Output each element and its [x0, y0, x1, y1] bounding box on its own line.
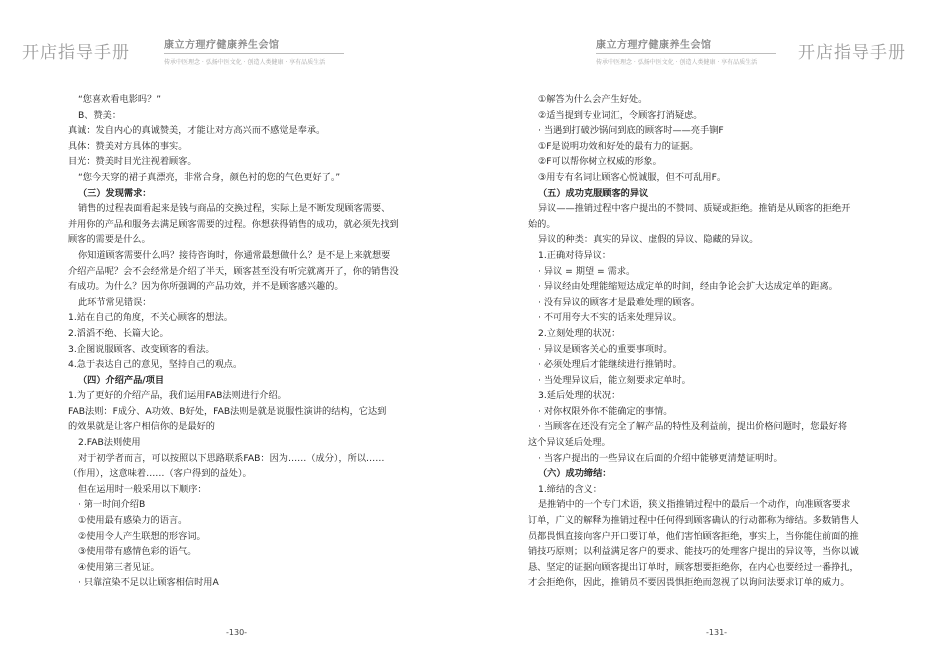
brand-slogan: 传承中医理念 · 弘扬中医文化 · 创造人类健康 · 享有品质生活: [164, 59, 326, 66]
text-line: 恳、坚定的证据向顾客提出订单时，顾客想要拒绝你，在内心也要经过一番挣扎，: [528, 561, 859, 573]
left-header: [22, 36, 462, 66]
text-line: 这个异议延后处理。: [528, 437, 611, 449]
text-line: ①F是说明功效和好处的最有力的证据。: [538, 140, 699, 152]
right-page: [476, 0, 952, 669]
text-line: 4.急于表达自己的意见，坚持自己的观点。: [68, 359, 243, 371]
text-line: FAB法则：F成分、A功效、B好处，FAB法则是就是说服性演讲的结构，它达到: [68, 405, 387, 417]
text-line: 此环节常见错误：: [78, 296, 152, 308]
text-line: “您喜欢看电影吗？”: [78, 94, 162, 105]
section-heading: （六）成功缔结：: [538, 468, 612, 480]
text-line: 介绍产品呢？会不会经常是介绍了半天，顾客甚至没有听完就离开了，你的销售没: [68, 265, 399, 277]
right-page-body: [528, 92, 898, 591]
text-line: 有成功。为什么？因为你所强调的产品功效，并不是顾客感兴趣的。: [68, 281, 344, 293]
text-line: 销售的过程表面看起来是钱与商品的交换过程，实际上是不断发现顾客需要、: [78, 203, 391, 215]
text-line: · 没有异议的顾客才是最难处理的顾客。: [538, 296, 701, 308]
section-heading: （五）成功克服顾客的异议: [538, 187, 649, 199]
text-line: 2.立刻处理的状况：: [538, 327, 621, 339]
text-line: 对于初学者而言，可以按照以下思路联系FAB：因为……（成分），所以……: [78, 452, 385, 464]
text-line: 真诚：发自内心的真诚赞美，才能让对方高兴而不感觉是奉承。: [68, 125, 326, 137]
text-line: · 当客户提出的一些异议在后面的介绍中能够更清楚证明时。: [538, 452, 783, 464]
text-line: · 异议是顾客关心的重要事项时。: [538, 343, 673, 355]
text-line: 你知道顾客需要什么吗？接待咨询时，你通常最想做什么？是不是上来就想要: [78, 249, 391, 261]
text-line: “您今天穿的裙子真漂亮，非常合身，颜色衬的您的气色更好了。”: [78, 171, 341, 183]
text-line: 3.延后处理的状况：: [538, 390, 621, 402]
text-line: 异议——推销过程中客户提出的不赞同、质疑或拒绝。推销是从顾客的拒绝开: [538, 203, 851, 215]
brand-block: [164, 36, 344, 66]
text-line: 目光：赞美时目光注视着顾客。: [68, 156, 197, 168]
text-line: ①解答为什么会产生好处。: [538, 94, 648, 105]
text-line: 2.滔滔不绝、长篇大论。: [68, 327, 169, 339]
brand-divider: [596, 53, 776, 54]
text-line: ①使用最有感染力的语言。: [78, 515, 188, 527]
text-line: B、赞美：: [78, 109, 122, 121]
text-line: 1.为了更好的介绍产品，我们运用FAB法则进行介绍。: [68, 390, 287, 402]
section-heading: （三）发现需求：: [78, 187, 152, 199]
text-line: ②使用令人产生联想的形容词。: [78, 530, 206, 542]
brand-block: [596, 36, 776, 66]
section-heading: （四）介绍产品/项目: [78, 374, 165, 386]
text-line: · 当顾客在还没有完全了解产品的特性及利益前，提出价格问题时，您最好将: [538, 421, 848, 433]
brand-name: 康立方理疗健康养生会馆: [596, 40, 712, 51]
page-number: -131-: [706, 628, 728, 637]
text-line: · 当处理异议后，能立刻要求定单时。: [538, 374, 691, 386]
text-line: 1.缔结的含义：: [538, 483, 602, 495]
text-line: · 异议经由处理能缩短达成定单的时间，经由争论会扩大达成定单的距离。: [538, 281, 838, 293]
text-line: 销技巧原则；以利益满足客户的要求、能技巧的处理客户提出的异议等，当你以诚: [528, 546, 859, 558]
text-line: 顾客的需要是什么。: [68, 234, 151, 246]
brand-divider: [164, 53, 344, 54]
text-line: · 异议 = 期望 = 需求。: [538, 265, 636, 277]
text-line: · 只靠渲染不足以让顾客相信时用A: [78, 577, 219, 589]
text-line: 始的。: [528, 218, 556, 230]
page-number: -130-: [226, 628, 248, 637]
text-line: · 当遇到打破沙锅问到底的顾客时——亮手锏F: [538, 125, 724, 137]
text-line: 员都畏惧直接向客户开口要订单，他们害怕顾客拒绝，事实上，当你能住前面的推: [528, 530, 859, 542]
text-line: · 第一时间介绍B: [78, 499, 146, 511]
text-line: 订单，广义的解释为推销过程中任何得到顾客确认的行动都称为缔结。多数销售人: [528, 515, 859, 527]
text-line: 并用你的产品和服务去满足顾客需要的过程。你想获得销售的成功，就必须先找到: [68, 218, 399, 230]
text-line: 2.FAB法则使用: [78, 437, 141, 449]
text-line: 异议的种类：真实的异议、虚假的异议、隐藏的异议。: [538, 234, 759, 246]
manual-title: 开店指导手册: [22, 43, 130, 63]
text-line: ③用专有名词让顾客心悦诚服，但不可乱用F。: [538, 171, 727, 183]
text-line: 才会拒绝你，因此，推销员不要因畏惧拒绝而忽视了以询问法要求订单的威力。: [528, 577, 850, 589]
text-line: 1.站在自己的角度，不关心顾客的想法。: [68, 312, 233, 324]
right-header: [596, 36, 936, 66]
left-page-body: [68, 92, 398, 591]
text-line: 1.正确对待异议：: [538, 249, 612, 261]
brand-slogan: 传承中医理念 · 弘扬中医文化 · 创造人类健康 · 享有品质生活: [596, 59, 758, 66]
text-line: · 对你权限外你不能确定的事情。: [538, 405, 673, 417]
text-line: 是推销中的一个专门术语，狭义指推销过程中的最后一个动作，向准顾客要求: [538, 499, 851, 511]
text-line: · 不可用夸大不实的话来处理异议。: [538, 312, 682, 324]
text-line: 3.企图说服顾客、改变顾客的看法。: [68, 343, 215, 355]
text-line: 具体：赞美对方具体的事实。: [68, 140, 188, 152]
text-line: · 必须处理后才能继续进行推销时。: [538, 359, 682, 371]
text-line: ③使用带有感情色彩的语气。: [78, 546, 197, 558]
text-line: 但在运用时一般采用以下顺序：: [78, 483, 207, 495]
text-line: ④使用第三者见证。: [78, 561, 160, 573]
manual-title: 开店指导手册: [798, 43, 906, 63]
text-line: 的效果就是让客户相信你的是最好的: [68, 421, 215, 433]
text-line: （作用），这意味着……（客户得到的益处）。: [68, 468, 252, 480]
text-line: ②F可以帮你树立权威的形象。: [538, 156, 662, 168]
text-line: ②适当提到专业词汇，令顾客打消疑虑。: [538, 109, 703, 121]
brand-name: 康立方理疗健康养生会馆: [164, 40, 280, 51]
